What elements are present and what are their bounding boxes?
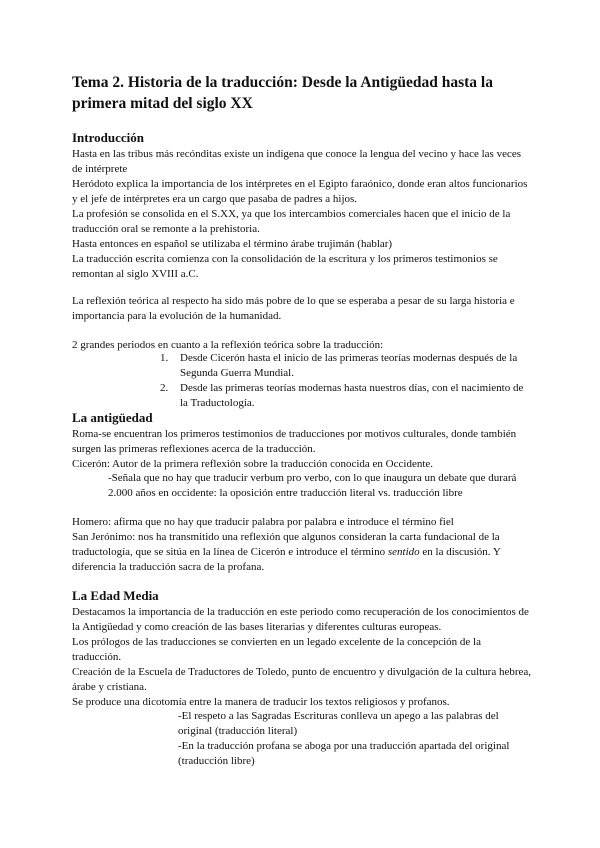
middle-ages-line: Los prólogos de las traducciones se convierten en un legado excelente de la concepción de la traducción.	[72, 636, 481, 663]
intro-line: Hasta en las tribus más recónditas existe un indígena que conoce la lengua del vecino y hace las veces de intérprete	[72, 148, 522, 175]
list-number: 2.	[160, 382, 169, 394]
middle-ages-line: Destacamos la importancia de la traducción en este periodo como recuperación de los conocimientos de la Antigüedad y como creación de las bases literarias y diferentes culturas europeas.	[72, 606, 529, 633]
document-title: Tema 2. Historia de la traducción: Desde la Antigüedad hasta la primera mitad del siglo XX	[72, 74, 493, 112]
middle-ages-line: Creación de la Escuela de Traductores de Toledo, punto de encuentro y divulgación de la cultura hebrea, árabe y cristiana.	[72, 666, 532, 693]
intro-line: Heródoto explica la importancia de los intérpretes en el Egipto faraónico, donde eran altos funcionarios y el jefe de intérpretes era un cargo que pasaba de padres a hijos.	[72, 178, 528, 205]
intro-line: Hasta entonces en español se utilizaba el término árabe trujimán (hablar)	[72, 238, 393, 250]
jeronimo-text-b: en la discusión. Y diferencia la traducción sacra de la profana.	[72, 546, 501, 573]
homero-line: Homero: afirma que no hay que traducir palabra por palabra e introduce el término fiel	[72, 516, 454, 528]
intro-paragraphs	[72, 147, 532, 282]
reflection-paragraph: La reflexión teórica al respecto ha sido más pobre de lo que se esperaba a pesar de su larga historia e importancia para la evolución de la humanidad.	[72, 295, 515, 322]
antiquity-line: Cicerón: Autor de la primera reflexión sobre la traducción conocida en Occidente.	[72, 458, 434, 470]
ciceron-note: -Señala que no hay que traducir verbum pro verbo, con lo que inaugura un debate que durará 2.000 años en occidente: la oposición entre traducción literal vs. traducción libre	[108, 472, 517, 499]
middle-ages-sub-item: -En la traducción profana se aboga por una traducción apartada del original (traducción libre)	[178, 740, 510, 767]
section-heading-introduccion: Introducción	[72, 130, 144, 145]
middle-ages-line: Se produce una dicotomía entre la manera de traducir los textos religiosos y profanos.	[72, 696, 450, 708]
antiquity-paragraphs	[72, 427, 532, 472]
homero-jeronimo-paragraphs	[72, 515, 532, 575]
periods-intro: 2 grandes periodos en cuanto a la reflexión teórica sobre la traducción:	[72, 339, 384, 351]
jeronimo-line	[72, 530, 532, 575]
jeronimo-text-a: San Jerónimo: nos ha transmitido una reflexión que algunos consideran la carta fundacional de la traductología, que se sitúa en la línea de Cicerón e introduce el término	[72, 531, 500, 558]
antiquity-line: Roma-se encuentran los primeros testimonios de traducciones por motivos culturales, donde también surgen las primeras reflexiones acerca de la traducción.	[72, 428, 517, 455]
list-text: Desde Cicerón hasta el inicio de las primeras teorías modernas después de la Segunda Guerra Mundial.	[180, 352, 518, 379]
intro-line: La traducción escrita comienza con la consolidación de la escritura y los primeros testimonios se remontan al siglo XVIII a.C.	[72, 253, 498, 280]
jeronimo-emphasis: sentido	[387, 546, 420, 558]
list-number: 1.	[160, 352, 169, 364]
middle-ages-sub-item: -El respeto a las Sagradas Escrituras conlleva un apego a las palabras del original (traducción literal)	[178, 710, 499, 737]
section-heading-edad-media: La Edad Media	[72, 588, 159, 603]
section-heading-antiguedad: La antigüedad	[72, 410, 153, 425]
intro-line: La profesión se consolida en el S.XX, ya que los intercambios comerciales hacen que el inicio de la traducción oral se remonte a la prehistoria.	[72, 208, 511, 235]
list-text: Desde las primeras teorías modernas hasta nuestros días, con el nacimiento de la Traductología.	[180, 382, 524, 409]
middle-ages-paragraphs	[72, 605, 532, 710]
